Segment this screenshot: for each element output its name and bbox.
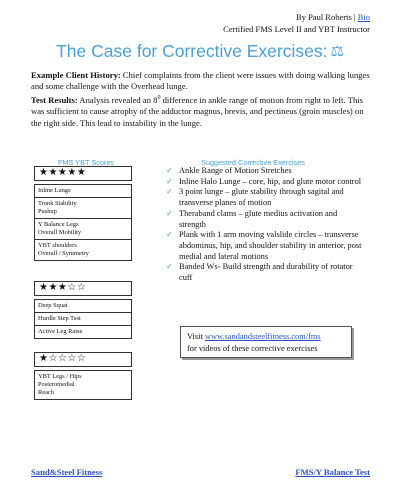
page-title — [0, 41, 400, 62]
test-results-text-b: difference in ankle range of motion from right to left. This was sufficient to cause atrophy of the adductor magnus, brevis, and pectineus (groin muscles) on the right side. This lead to instability in the lunge. — [31, 95, 364, 128]
exercise-text: Plank with 1 arm moving valslide circles – transverse abdominus, hip, and shoulder stability in anterior, post medial and lateral motions — [179, 230, 362, 261]
visit-suffix: for videos of these corrective exercises — [187, 343, 318, 353]
scores-title: FMS YBT Scores — [57, 158, 115, 167]
checkmark-icon: ✓ — [166, 187, 173, 197]
score-item-label: Y Balance Legs — [38, 221, 79, 228]
exercise-text: 3 point lunge – glute stability through sagital and transverse planes of motion — [179, 187, 344, 208]
checkmark-icon: ✓ — [166, 176, 173, 186]
exercise-text: Theraband clams – glute medius activation and strength — [179, 208, 338, 229]
checkmark-icon: ✓ — [166, 166, 173, 175]
score-item-label: Reach — [38, 389, 54, 396]
score-item-label: Posteromedial — [38, 381, 75, 388]
client-history-text: Chief complaints from the client were issues with doing walking lunges and some challenge with the Overhead lunge. — [31, 70, 370, 92]
degree-superscript: 0 — [157, 95, 161, 102]
score-item-label: Pushup — [38, 208, 57, 215]
score-item-label: Overall Mobility — [38, 229, 82, 236]
suggested-exercise-list — [166, 166, 366, 284]
score-tier — [34, 352, 132, 400]
client-history-label: Example Client History: — [31, 70, 121, 80]
checkmark-icon: ✓ — [166, 208, 173, 218]
suggested-exercises-title: Suggested Corrective Exercises — [201, 158, 305, 167]
exercise-item — [166, 166, 366, 177]
score-item-label: Active Leg Raise — [38, 328, 83, 335]
checkmark-icon: ✓ — [166, 230, 173, 240]
score-item-label: YBT shoulders — [38, 242, 77, 249]
score-item-label: Overall / Symmetry — [38, 250, 89, 257]
score-item-label: Hurdle Step Test — [38, 315, 81, 322]
author-line — [223, 11, 370, 23]
score-item — [34, 312, 132, 325]
star-rating-icon: ★☆☆☆☆ — [34, 352, 132, 367]
score-item — [34, 325, 132, 339]
score-item — [34, 370, 132, 400]
test-results-paragraph — [31, 95, 371, 129]
exercise-item — [166, 187, 366, 208]
website-link[interactable]: www.sandandsteelfitness.com/fms — [204, 332, 321, 341]
score-item — [34, 239, 132, 261]
test-results-label: Test Results: — [31, 95, 78, 105]
score-item-label: Trunk Stability — [38, 200, 77, 207]
author-name: By Paul Roberts | — [296, 12, 356, 22]
exercise-text: Ankle Range of Motion Stretches — [179, 166, 292, 175]
exercise-text: Inline Halo Lunge – core, hip, and glute motor control — [179, 176, 362, 186]
exercise-item — [166, 230, 366, 262]
visit-prefix: Visit — [187, 332, 205, 341]
score-item-label: YBT Legs / Hips — [38, 373, 82, 380]
visit-callout — [180, 326, 352, 358]
star-rating-icon: ★★★☆☆ — [34, 281, 132, 296]
score-tier — [34, 281, 132, 339]
score-item — [34, 299, 132, 312]
certification-line: Certified FMS Level II and YBT Instructor — [223, 24, 370, 34]
test-results-text-a: Analysis revealed an 8 — [79, 95, 158, 105]
author-header — [223, 11, 370, 35]
footer-brand-link[interactable]: Sand&Steel Fitness — [31, 467, 103, 477]
client-history-paragraph — [31, 70, 371, 93]
exercise-text: Banded Ws- Build strength and durability of rotator cuff — [179, 262, 353, 283]
exercise-item — [166, 262, 366, 283]
score-item — [34, 197, 132, 218]
footer-test-link[interactable]: FMS/Y Balance Test — [295, 467, 370, 477]
star-rating-icon: ★★★★★ — [34, 166, 132, 181]
page-title-text: The Case for Corrective Exercises: — [56, 41, 328, 61]
score-item — [34, 184, 132, 197]
score-item — [34, 218, 132, 239]
score-item-label: Inline Lunge — [38, 187, 71, 194]
score-item-label: Deep Squat — [38, 302, 68, 309]
checkmark-icon: ✓ — [166, 262, 173, 272]
exercise-item — [166, 177, 366, 188]
bio-link[interactable]: Bio — [357, 12, 370, 22]
score-tier — [34, 166, 132, 261]
exercise-item — [166, 209, 366, 230]
balance-scale-icon: ⚖ — [330, 43, 344, 60]
